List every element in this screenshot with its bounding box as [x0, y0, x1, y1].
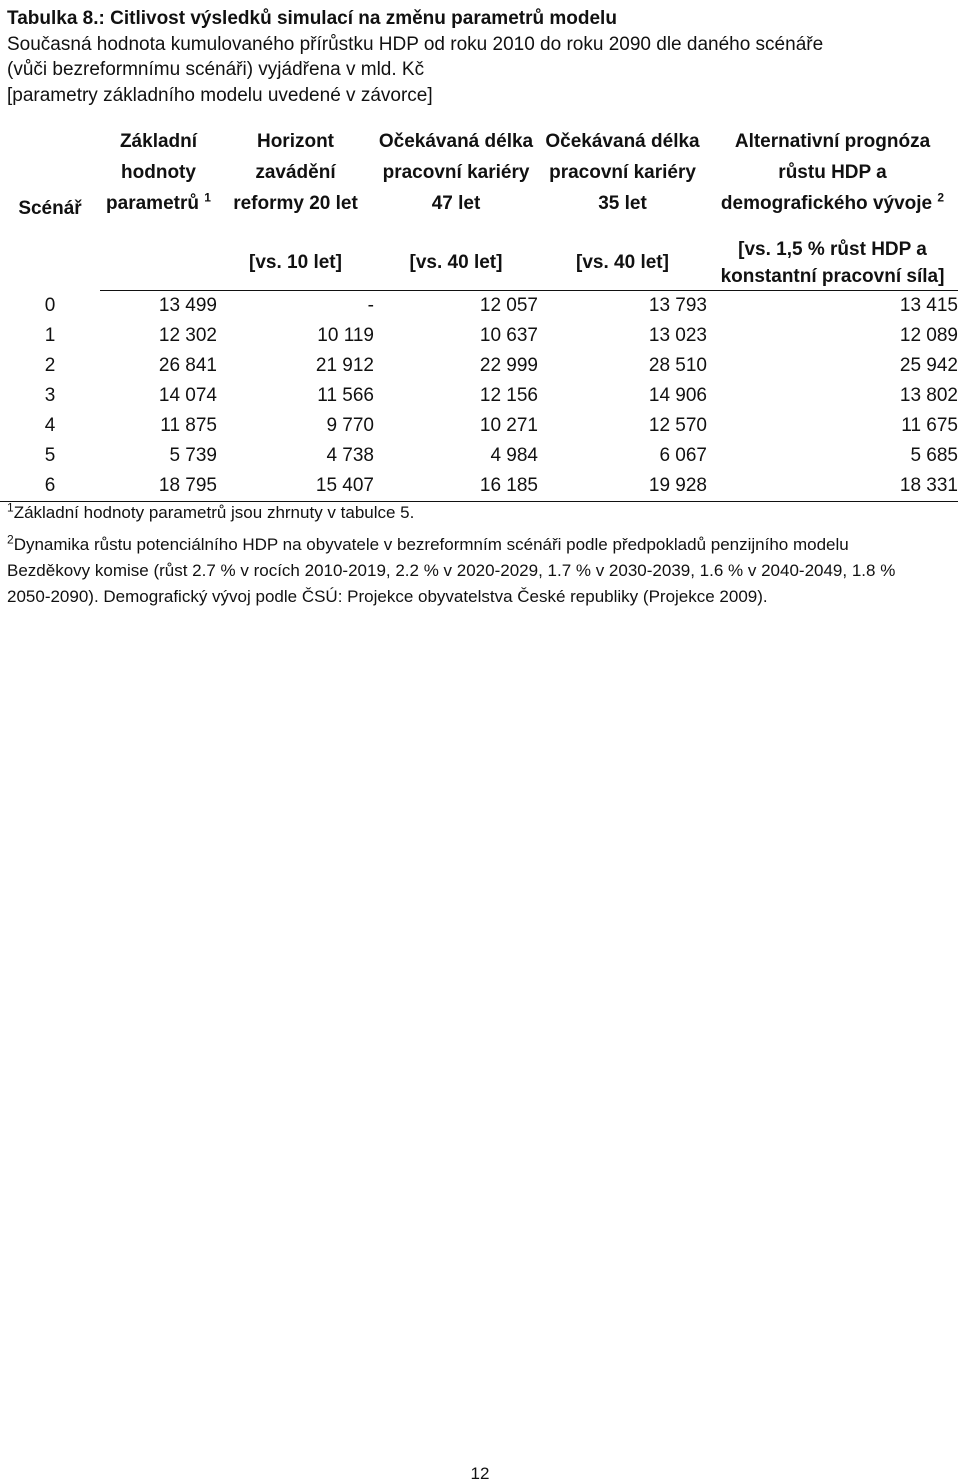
footnote-ref-1: 1	[204, 190, 211, 205]
value-cell: 13 023	[648, 325, 707, 346]
value-cell: 28 510	[648, 355, 707, 376]
footnote-ref-2: 2	[937, 190, 945, 205]
footnotes	[7, 500, 957, 610]
scenario-id-cell: 1	[44, 325, 56, 346]
value-cell: 13 499	[158, 295, 217, 316]
value-cell: 18 795	[100, 471, 217, 502]
value-cell: 5 739	[169, 445, 217, 466]
scenario-id-cell: 0	[44, 294, 56, 316]
value-cell: 11 675	[901, 415, 958, 436]
column-header-base: Základní hodnoty parametrů $^1$	[106, 131, 211, 214]
column-header-career-47: Očekávaná délka pracovní kariéry 47 let	[378, 131, 534, 214]
value-cell: 10 271	[479, 415, 538, 436]
bracket-career-47: [vs. 40 let]	[374, 236, 538, 291]
value-cell: 22 999	[479, 355, 538, 376]
value-cell: -	[367, 295, 374, 316]
bracket-career-35: [vs. 40 let]	[538, 236, 707, 291]
value-cell: 4 738	[326, 445, 374, 466]
page-number: 12	[470, 1464, 490, 1483]
table-header-bracket-row	[0, 236, 958, 291]
bracket-horizon: [vs. 10 let]	[217, 236, 374, 291]
scenario-id-cell: 6	[0, 471, 100, 502]
value-cell: 18 331	[707, 471, 958, 502]
value-cell: 14 074	[158, 385, 217, 406]
table-title: Tabulka 8.: Citlivost výsledků simulací na změnu parametrů modelu	[7, 8, 617, 29]
table-row	[0, 321, 958, 351]
table-body	[0, 291, 958, 502]
table-row	[0, 411, 958, 441]
footnote-2: $^2$Dynamika růstu potenciálního HDP na obyvatele v bezreformním scénáři podle předpokladů penzijního modelu	[7, 532, 849, 554]
value-cell: 14 906	[648, 385, 707, 406]
value-cell: 12 156	[479, 385, 538, 406]
value-cell: 26 841	[158, 355, 217, 376]
table-subtitle-line3: [parametry základního modelu uvedené v závorce]	[7, 84, 433, 106]
footnote-2-line3: 2050-2090). Demografický vývoj podle ČSÚ: Projekce obyvatelstva České republiky (Projekce 2009).	[7, 587, 768, 606]
scenario-id-cell: 4	[44, 415, 56, 436]
value-cell: 12 302	[158, 325, 217, 346]
scenario-id-cell: 3	[44, 385, 56, 406]
value-cell: 12 089	[899, 325, 958, 346]
table-row	[0, 441, 958, 471]
value-cell: 15 407	[217, 471, 374, 502]
scenario-id-cell: 5	[44, 445, 56, 466]
value-cell: 12 570	[648, 415, 707, 436]
value-cell: 21 912	[315, 355, 374, 376]
bracket-base	[100, 236, 217, 291]
value-cell: 5 685	[910, 445, 958, 466]
column-header-alt-forecast: Alternativní prognóza růstu HDP a demografického vývoje $^2$	[720, 131, 945, 214]
value-cell: 9 770	[326, 415, 374, 436]
value-cell: 13 802	[899, 385, 958, 406]
column-header-scenario: Scénář	[18, 197, 82, 219]
table-row	[0, 471, 958, 502]
table-row	[0, 381, 958, 411]
scenario-id-cell: 2	[44, 355, 56, 376]
column-header-career-35: Očekávaná délka pracovní kariéry 35 let	[545, 131, 700, 214]
footnote-1: $^1$Základní hodnoty parametrů jsou zhrnuty v tabulce 5.	[7, 500, 415, 522]
table-caption	[7, 6, 957, 108]
value-cell: 10 637	[479, 325, 538, 346]
table-subtitle-line2: (vůči bezreformnímu scénáři) vyjádřena v mld. Kč	[7, 59, 425, 80]
value-cell: 19 928	[538, 471, 707, 502]
value-cell: 12 057	[479, 295, 538, 316]
value-cell: 13 793	[648, 295, 707, 316]
table-header-row	[0, 124, 958, 236]
table-row	[0, 291, 958, 322]
column-header-horizon: Horizont zavádění reformy 20 let	[233, 131, 358, 214]
value-cell: 16 185	[374, 471, 538, 502]
value-cell: 10 119	[317, 325, 374, 346]
table-subtitle-line1: Současná hodnota kumulovaného přírůstku HDP od roku 2010 do roku 2090 dle daného scénáře	[7, 33, 824, 55]
value-cell: 25 942	[899, 355, 958, 376]
value-cell: 4 984	[490, 445, 538, 466]
table-row	[0, 351, 958, 381]
bracket-alt-forecast: [vs. 1,5 % růst HDP a konstantní pracovní síla]	[707, 236, 958, 291]
footnote-2-line2: Bezděkovy komise (růst 2.7 % v rocích 2010-2019, 2.2 % v 2020-2029, 1.7 % v 2030-2039, 1.6 % v 2040-2049, 1.8 %	[7, 561, 896, 580]
value-cell: 6 067	[659, 445, 707, 466]
value-cell: 11 566	[317, 385, 374, 406]
results-table	[0, 124, 958, 502]
value-cell: 11 875	[160, 415, 217, 436]
value-cell: 13 415	[899, 295, 958, 316]
